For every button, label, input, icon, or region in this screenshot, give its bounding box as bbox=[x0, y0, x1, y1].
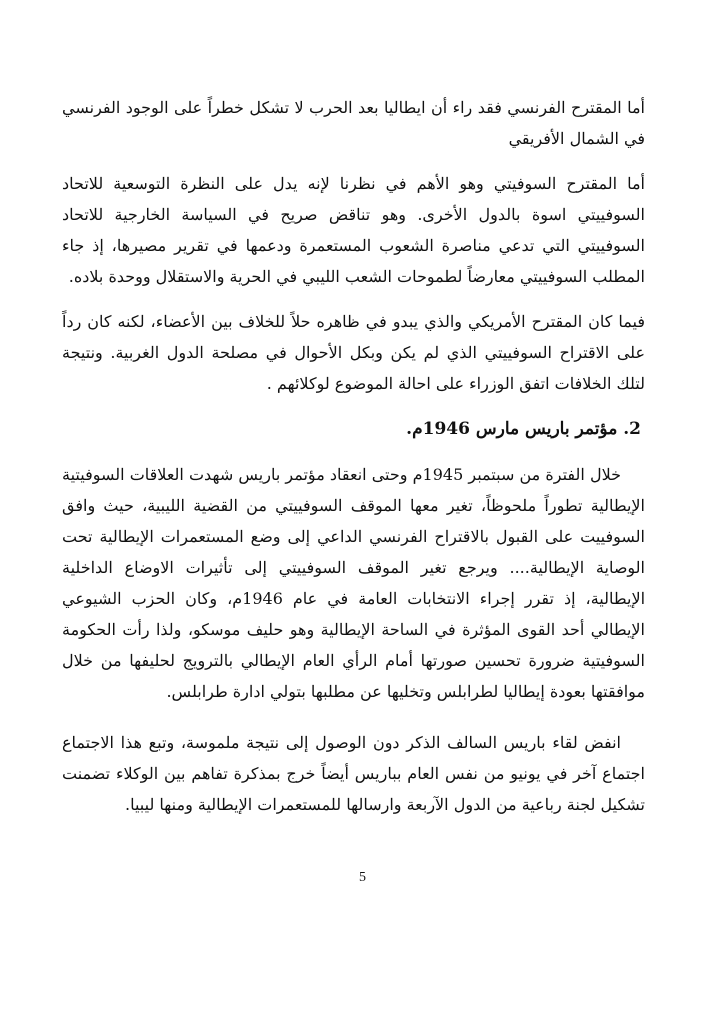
page-number: 5 bbox=[359, 870, 366, 885]
section-heading: 2. مؤتمر باريس مارس 1946م. bbox=[406, 419, 641, 439]
paragraph-french-proposal: أما المقترح الفرنسي فقد راء أن ايطاليا بعد الحرب لا تشكل خطراً على الوجود الفرنسي في الشمال الأفريقي bbox=[62, 98, 645, 148]
paragraph-american-proposal: فيما كان المقترح الأمريكي والذي يبدو في ظاهره حلاً للخلاف بين الأعضاء، لكنه كان رداً على الاقتراح السوفييتي الذي لم يكن وبكل الأحوال في مصلحة الدول الغربية. ونتيجة لتلك الخلافات اتفق الوزراء على احالة الموضوع لوكلائهم . bbox=[62, 312, 645, 393]
paragraph-paris-meeting: انفض لقاء باريس السالف الذكر دون الوصول إلى نتيجة ملموسة، وتبع هذا الاجتماع اجتماع آخر في يونيو من نفس العام بباريس أيضاً خرج بمذكرة تفاهم بين الوكلاء تضمنت تشكيل لجنة رباعية من الدول الآربعة وارسالها للمستعمرات الإيطالية ومنها ليبيا. bbox=[62, 733, 645, 814]
paragraph-soviet-proposal: أما المقترح السوفيتي وهو الأهم في نظرنا لإنه يدل على النظرة التوسعية للاتحاد السوفييتي اسوة بالدول الأخرى. وهو تناقض صريح في السياسة الخارجية للاتحاد السوفييتي التي تدعي مناصرة الشعوب المستعمرة ودعمها في تقرير مصيرها، إذ جاء المطلب السوفييتي معارضاً لطموحات الشعب الليبي في الحرية والاستقلال ووحدة بلاده. bbox=[62, 174, 645, 286]
paragraph-soviet-italian-relations: خلال الفترة من سبتمبر 1945م وحتى انعقاد مؤتمر باريس شهدت العلاقات السوفيتية الإيطالية تطوراً ملحوظاً، تغير معها الموقف السوفييتي من القضية الليبية، حيث وافق السوفييت على القبول بالاقتراح الفرنسي الداعي إلى وضع المستعمرات الإيطالية تحت الوصاية الإيطالية.... ويرجع تغير الموقف السوفييتي إلى تأثيرات الاوضاع الداخلية الإيطالية، إذ تقرر إجراء الانتخابات العامة في عام 1946م، وكان الحزب الشيوعي الإيطالي أحد القوى المؤثرة في الساحة الإيطالية وهو حليف موسكو، ولذا رأت الحكومة السوفيتية ضرورة تحسين صورتها أمام الرأي العام الإيطالي بالترويج لحليفها من خلال موافقتها بعودة إيطاليا لطرابلس وتخليها عن مطلبها بتولي ادارة طرابلس. bbox=[62, 465, 646, 701]
